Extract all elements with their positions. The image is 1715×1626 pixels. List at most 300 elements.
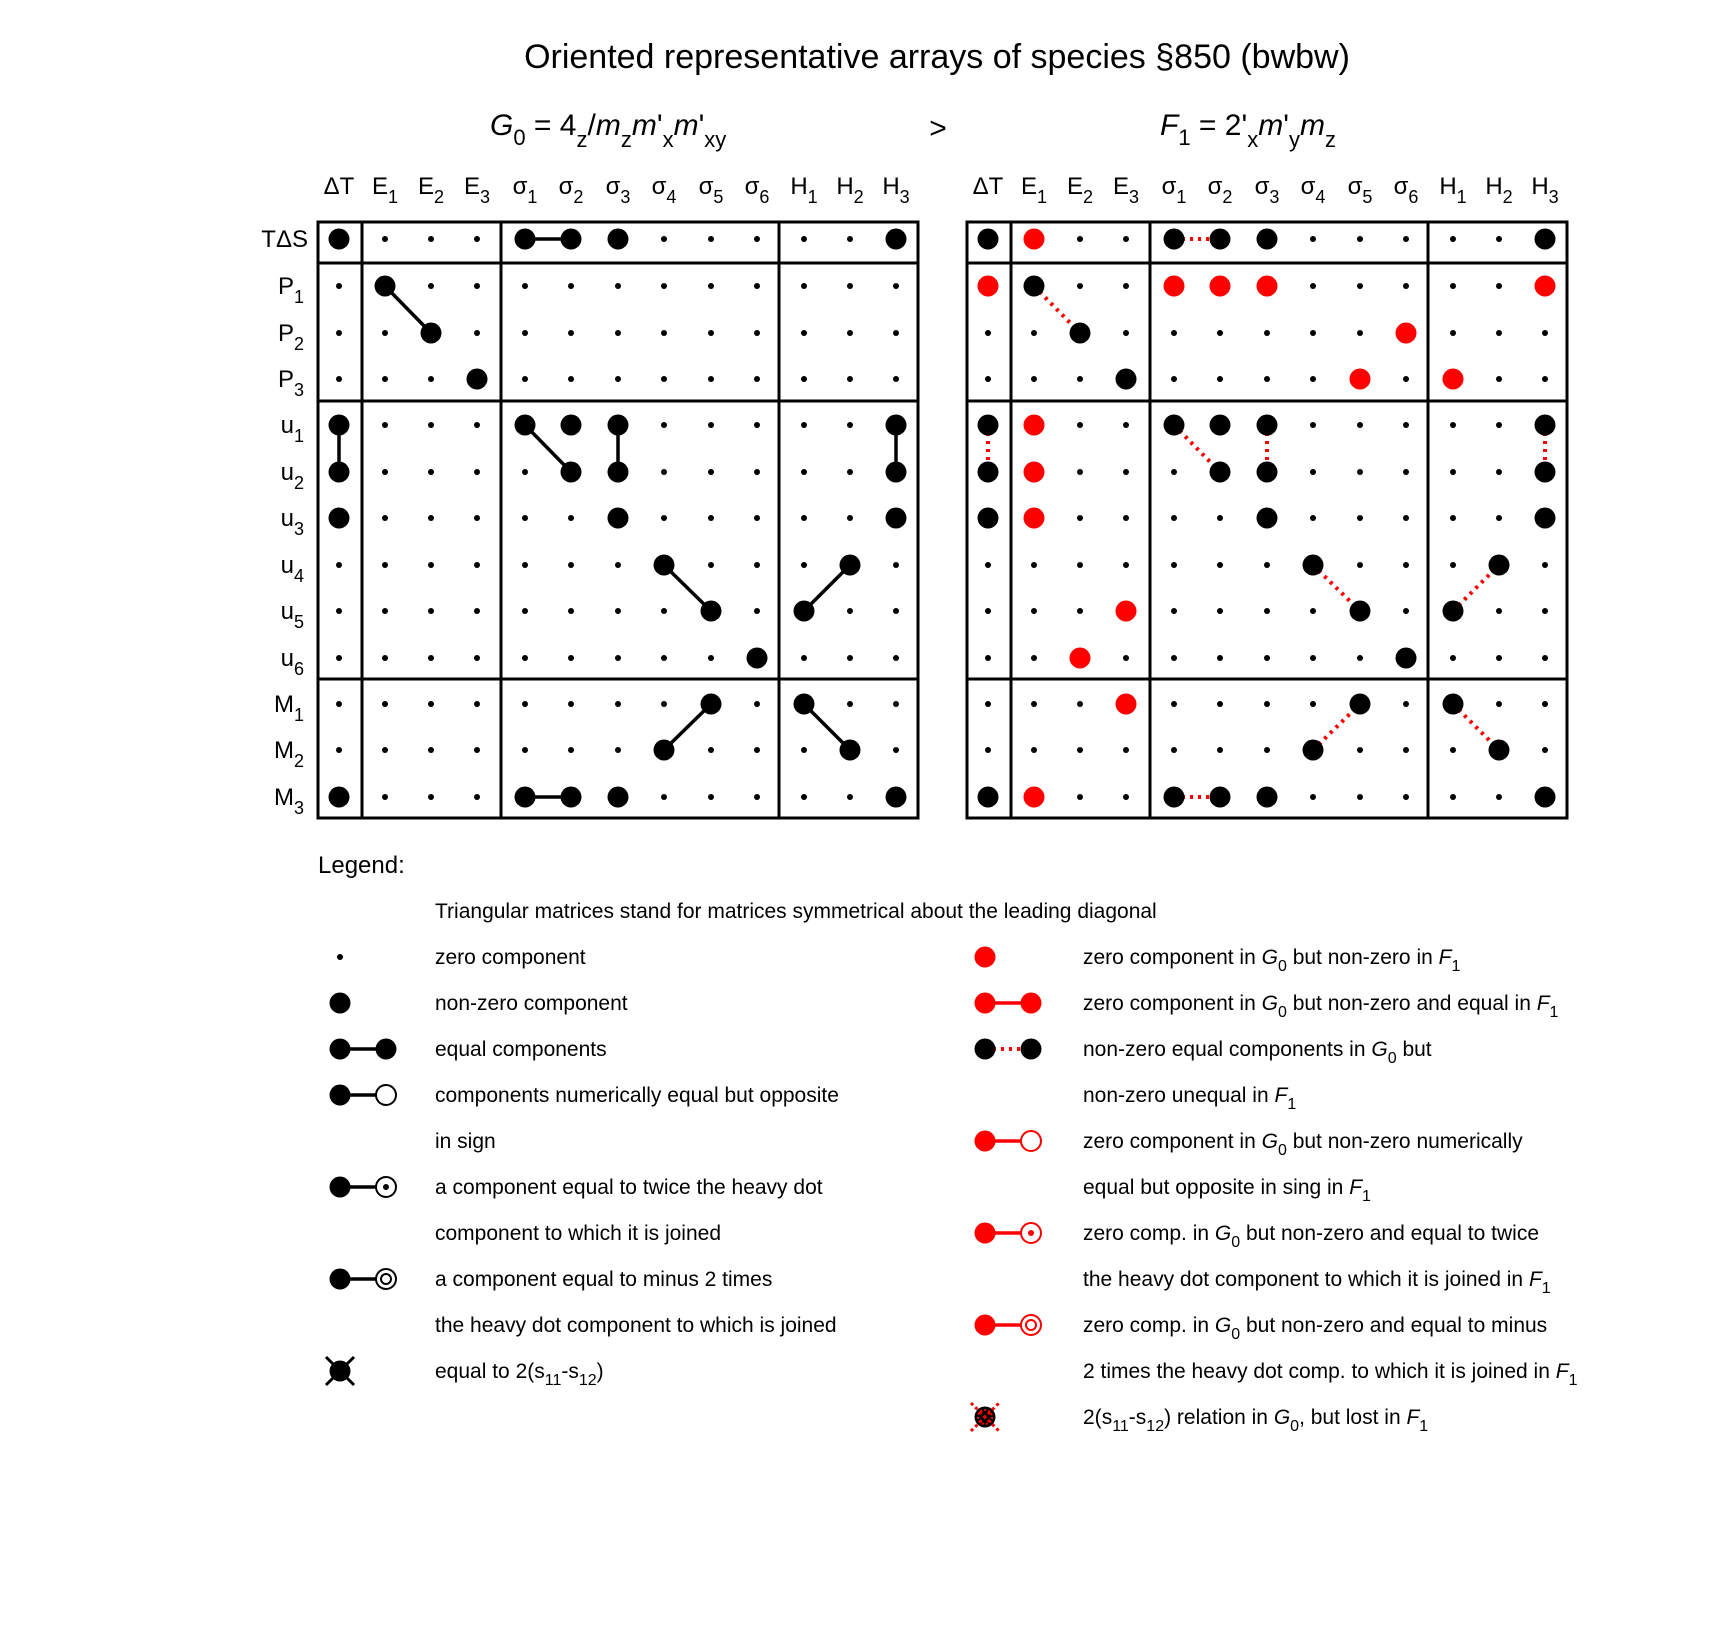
f1-nonzero-dot — [1489, 555, 1510, 576]
f1-red-dot — [1116, 694, 1137, 715]
f1-zero-dot — [1217, 376, 1223, 382]
g0-zero-dot — [428, 515, 434, 521]
g0-nonzero-dot — [794, 601, 815, 622]
g0-col-header-12: $H_3$ — [882, 173, 910, 207]
g0-zero-dot — [661, 701, 667, 707]
g0-zero-dot — [847, 469, 853, 475]
f1-nonzero-dot — [1024, 276, 1045, 297]
left-legend-text-6-0: equal to $2(s_{11}-s_{12})$ — [435, 1360, 604, 1389]
g0-zero-dot — [754, 330, 760, 336]
g0-zero-dot — [754, 747, 760, 753]
g0-zero-dot — [336, 747, 342, 753]
g0-zero-dot — [382, 655, 388, 661]
g0-zero-dot — [754, 283, 760, 289]
g0-zero-dot — [708, 422, 714, 428]
f1-formula-text: $F_1 = 2'_xm'_ym_z$ — [1160, 109, 1336, 152]
g0-zero-dot — [336, 283, 342, 289]
f1-zero-dot — [1496, 701, 1502, 707]
f1-zero-dot — [1450, 422, 1456, 428]
f1-zero-dot — [1031, 747, 1037, 753]
g0-matrix — [261, 173, 918, 818]
f1-zero-dot — [1450, 469, 1456, 475]
g0-zero-dot — [754, 236, 760, 242]
f1-col-header-10: $H_1$ — [1439, 173, 1467, 207]
equal-link-symbol — [330, 1039, 397, 1060]
g0-zero-dot — [847, 701, 853, 707]
left-legend-text-2-0: equal components — [435, 1038, 607, 1061]
g0-zero-dot — [474, 655, 480, 661]
row-label-2: $P_2$ — [277, 320, 304, 354]
red-crossed-dot-symbol — [971, 1403, 999, 1431]
g0-nonzero-dot — [886, 229, 907, 250]
f1-zero-dot — [985, 608, 991, 614]
g0-zero-dot — [568, 608, 574, 614]
f1-red-dot — [1535, 276, 1556, 297]
f1-zero-dot — [1496, 422, 1502, 428]
g0-zero-dot — [474, 283, 480, 289]
g0-nonzero-dot — [515, 787, 536, 808]
g0-zero-dot — [336, 701, 342, 707]
row-label-7: $u_4$ — [280, 552, 304, 586]
g0-zero-dot — [615, 330, 621, 336]
f1-zero-dot — [1031, 562, 1037, 568]
row-label-4: $u_1$ — [280, 412, 304, 446]
f1-nonzero-dot — [1396, 648, 1417, 669]
g0-nonzero-dot — [701, 694, 722, 715]
g0-zero-dot — [568, 330, 574, 336]
f1-zero-dot — [1031, 701, 1037, 707]
f1-zero-dot — [1264, 655, 1270, 661]
f1-zero-dot — [1310, 515, 1316, 521]
f1-zero-dot — [1264, 747, 1270, 753]
g0-zero-dot — [615, 655, 621, 661]
f1-nonzero-dot — [978, 787, 999, 808]
right-legend-text-2-0: non-zero equal components in $G_0$ but — [1083, 1038, 1432, 1067]
g0-zero-dot — [522, 283, 528, 289]
f1-zero-dot — [1077, 515, 1083, 521]
g0-nonzero-dot — [375, 276, 396, 297]
row-label-5: $u_2$ — [280, 459, 304, 493]
g0-zero-dot — [474, 469, 480, 475]
right-legend-text-2-1: non-zero unequal in $F_1$ — [1083, 1084, 1297, 1113]
g0-nonzero-dot — [329, 229, 350, 250]
f1-red-dot — [1070, 648, 1091, 669]
g0-zero-dot — [801, 794, 807, 800]
f1-red-dot — [1396, 323, 1417, 344]
opposite-link-symbol — [330, 1085, 397, 1106]
f1-zero-dot — [1403, 422, 1409, 428]
f1-zero-dot — [1357, 562, 1363, 568]
g0-nonzero-dot — [329, 787, 350, 808]
g0-zero-dot — [336, 330, 342, 336]
f1-zero-dot — [1403, 236, 1409, 242]
g0-zero-dot — [522, 562, 528, 568]
g0-col-header-2: $E_2$ — [417, 173, 445, 207]
g0-zero-dot — [801, 655, 807, 661]
f1-col-header-1: $E_1$ — [1020, 173, 1048, 207]
f1-zero-dot — [1310, 608, 1316, 614]
row-label-12: $M_3$ — [273, 784, 304, 818]
g0-zero-dot — [428, 747, 434, 753]
f1-nonzero-dot — [1303, 555, 1324, 576]
f1-zero-dot — [1357, 330, 1363, 336]
g0-zero-dot — [801, 562, 807, 568]
g0-col-header-1: $E_1$ — [371, 173, 399, 207]
g0-zero-dot — [661, 608, 667, 614]
heavy-dot-symbol — [330, 993, 351, 1014]
g0-zero-dot — [522, 655, 528, 661]
g0-zero-dot — [474, 794, 480, 800]
f1-zero-dot — [1264, 562, 1270, 568]
f1-zero-dot — [1077, 794, 1083, 800]
g0-zero-dot — [847, 283, 853, 289]
f1-zero-dot — [1542, 330, 1548, 336]
f1-zero-dot — [1310, 283, 1316, 289]
g0-zero-dot — [801, 515, 807, 521]
f1-zero-dot — [1310, 376, 1316, 382]
f1-red-dot — [1443, 369, 1464, 390]
f1-zero-dot — [985, 655, 991, 661]
f1-nonzero-dot — [1443, 694, 1464, 715]
g0-zero-dot — [428, 283, 434, 289]
f1-zero-dot — [1123, 330, 1129, 336]
f1-zero-dot — [1123, 422, 1129, 428]
f1-zero-dot — [1171, 330, 1177, 336]
f1-zero-dot — [1496, 283, 1502, 289]
g0-zero-dot — [428, 655, 434, 661]
f1-zero-dot — [1310, 236, 1316, 242]
g0-zero-dot — [708, 330, 714, 336]
left-legend-text-4-1: component to which it is joined — [435, 1222, 721, 1245]
f1-zero-dot — [1217, 562, 1223, 568]
f1-zero-dot — [1123, 236, 1129, 242]
g0-zero-dot — [847, 515, 853, 521]
f1-zero-dot — [1077, 701, 1083, 707]
f1-zero-dot — [985, 376, 991, 382]
g0-formula-text: $G_0 = 4_z/m_zm'_xm'_{xy}$ — [490, 109, 727, 152]
f1-zero-dot — [1357, 747, 1363, 753]
f1-nonzero-dot — [978, 508, 999, 529]
f1-zero-dot — [1403, 562, 1409, 568]
f1-zero-dot — [1450, 655, 1456, 661]
f1-col-header-3: $E_3$ — [1112, 173, 1140, 207]
f1-col-header-12: $H_3$ — [1531, 173, 1559, 207]
g0-col-header-0: ΔT — [323, 173, 355, 200]
g0-zero-dot — [754, 422, 760, 428]
g0-zero-dot — [754, 562, 760, 568]
g0-zero-dot — [708, 376, 714, 382]
g0-zero-dot — [522, 747, 528, 753]
g0-zero-dot — [661, 236, 667, 242]
g0-nonzero-dot — [561, 462, 582, 483]
g0-group-formula — [490, 109, 726, 152]
g0-zero-dot — [382, 422, 388, 428]
g0-zero-dot — [428, 376, 434, 382]
g0-nonzero-dot — [561, 229, 582, 250]
f1-nonzero-dot — [1535, 229, 1556, 250]
right-legend-text-4-1: the heavy dot component to which it is joined in $F_1$ — [1083, 1268, 1551, 1297]
red-twice-link-symbol — [975, 1223, 1042, 1244]
g0-zero-dot — [847, 608, 853, 614]
g0-nonzero-dot — [794, 694, 815, 715]
g0-zero-dot — [382, 747, 388, 753]
row-label-3: $P_3$ — [277, 366, 304, 400]
f1-zero-dot — [1542, 376, 1548, 382]
f1-zero-dot — [1171, 515, 1177, 521]
g0-zero-dot — [615, 608, 621, 614]
g0-nonzero-dot — [747, 648, 768, 669]
row-label-8: $u_5$ — [280, 598, 304, 632]
f1-red-dot — [1024, 462, 1045, 483]
right-legend-text-5-1: 2 times the heavy dot comp. to which it is joined in $F_1$ — [1083, 1360, 1578, 1389]
f1-zero-dot — [1310, 794, 1316, 800]
g0-zero-dot — [428, 422, 434, 428]
f1-zero-dot — [1077, 469, 1083, 475]
g0-nonzero-dot — [608, 508, 629, 529]
g0-nonzero-dot — [886, 508, 907, 529]
g0-zero-dot — [893, 330, 899, 336]
g0-zero-dot — [847, 655, 853, 661]
g0-zero-dot — [522, 701, 528, 707]
g0-zero-dot — [428, 701, 434, 707]
g0-nonzero-dot — [840, 740, 861, 761]
f1-col-header-9: $\sigma_6$ — [1393, 173, 1419, 207]
f1-nonzero-dot — [1535, 508, 1556, 529]
f1-nonzero-dot — [1070, 323, 1091, 344]
g0-zero-dot — [708, 794, 714, 800]
g0-zero-dot — [336, 562, 342, 568]
g0-zero-dot — [474, 701, 480, 707]
f1-zero-dot — [1123, 747, 1129, 753]
g0-zero-dot — [801, 283, 807, 289]
g0-zero-dot — [615, 562, 621, 568]
f1-nonzero-dot — [1535, 415, 1556, 436]
f1-zero-dot — [1264, 701, 1270, 707]
f1-zero-dot — [1542, 655, 1548, 661]
f1-nonzero-dot — [1257, 229, 1278, 250]
g0-zero-dot — [382, 469, 388, 475]
g0-zero-dot — [568, 376, 574, 382]
g0-zero-dot — [893, 562, 899, 568]
row-label-6: $u_3$ — [280, 505, 304, 539]
g0-zero-dot — [708, 469, 714, 475]
g0-zero-dot — [893, 608, 899, 614]
f1-zero-dot — [1403, 747, 1409, 753]
f1-nonzero-dot — [1443, 601, 1464, 622]
f1-zero-dot — [1357, 283, 1363, 289]
f1-red-dot — [1350, 369, 1371, 390]
g0-nonzero-dot — [467, 369, 488, 390]
f1-zero-dot — [1450, 562, 1456, 568]
g0-zero-dot — [661, 655, 667, 661]
f1-zero-dot — [1357, 794, 1363, 800]
g0-nonzero-dot — [421, 323, 442, 344]
f1-nonzero-dot — [1210, 787, 1231, 808]
f1-zero-dot — [1171, 655, 1177, 661]
f1-zero-dot — [1542, 562, 1548, 568]
g0-zero-dot — [428, 562, 434, 568]
g0-col-header-7: $\sigma_4$ — [651, 173, 677, 207]
g0-zero-dot — [801, 236, 807, 242]
f1-zero-dot — [1403, 701, 1409, 707]
left-legend-text-1-0: non-zero component — [435, 992, 628, 1015]
g0-zero-dot — [382, 236, 388, 242]
f1-zero-dot — [1031, 376, 1037, 382]
f1-zero-dot — [1171, 562, 1177, 568]
f1-red-dot — [1164, 276, 1185, 297]
g0-zero-dot — [568, 701, 574, 707]
f1-nonzero-dot — [1164, 229, 1185, 250]
f1-zero-dot — [1450, 794, 1456, 800]
f1-zero-dot — [1123, 469, 1129, 475]
f1-zero-dot — [1171, 376, 1177, 382]
f1-zero-dot — [1171, 747, 1177, 753]
f1-zero-dot — [1496, 236, 1502, 242]
f1-col-header-2: $E_2$ — [1066, 173, 1094, 207]
f1-zero-dot — [1310, 655, 1316, 661]
legend-note: Triangular matrices stand for matrices symmetrical about the leading diagonal — [435, 900, 1157, 923]
f1-matrix — [967, 173, 1567, 818]
g0-zero-dot — [615, 701, 621, 707]
f1-zero-dot — [1031, 608, 1037, 614]
crossed-dot-symbol — [326, 1357, 354, 1385]
f1-red-dot — [1024, 229, 1045, 250]
f1-nonzero-dot — [1210, 462, 1231, 483]
g0-col-header-9: $\sigma_6$ — [744, 173, 770, 207]
left-legend-text-3-1: in sign — [435, 1130, 496, 1153]
f1-nonzero-dot — [1257, 462, 1278, 483]
f1-nonzero-dot — [978, 415, 999, 436]
f1-zero-dot — [1357, 422, 1363, 428]
g0-zero-dot — [428, 608, 434, 614]
f1-zero-dot — [1450, 330, 1456, 336]
g0-zero-dot — [382, 794, 388, 800]
g0-col-header-3: $E_3$ — [463, 173, 491, 207]
f1-nonzero-dot — [1257, 508, 1278, 529]
f1-zero-dot — [1403, 376, 1409, 382]
row-label-10: $M_1$ — [273, 691, 304, 725]
row-label-9: $u_6$ — [280, 645, 304, 679]
f1-zero-dot — [1310, 422, 1316, 428]
f1-zero-dot — [1123, 655, 1129, 661]
g0-zero-dot — [568, 515, 574, 521]
g0-col-header-5: $\sigma_2$ — [558, 173, 584, 207]
f1-red-dot — [1024, 508, 1045, 529]
f1-zero-dot — [1077, 562, 1083, 568]
f1-zero-dot — [985, 747, 991, 753]
g0-zero-dot — [801, 376, 807, 382]
g0-zero-dot — [754, 515, 760, 521]
g0-zero-dot — [522, 469, 528, 475]
g0-zero-dot — [568, 655, 574, 661]
g0-zero-dot — [474, 747, 480, 753]
f1-zero-dot — [985, 701, 991, 707]
f1-zero-dot — [1403, 608, 1409, 614]
g0-zero-dot — [754, 701, 760, 707]
row-label-0: TΔS — [261, 226, 308, 253]
f1-nonzero-dot — [1535, 787, 1556, 808]
f1-red-dot — [1024, 415, 1045, 436]
g0-zero-dot — [708, 747, 714, 753]
f1-col-header-5: $\sigma_2$ — [1207, 173, 1233, 207]
g0-nonzero-dot — [654, 555, 675, 576]
f1-col-header-8: $\sigma_5$ — [1347, 173, 1373, 207]
g0-zero-dot — [754, 469, 760, 475]
f1-zero-dot — [1496, 330, 1502, 336]
row-label-1: $P_1$ — [277, 273, 304, 307]
g0-nonzero-dot — [608, 229, 629, 250]
g0-zero-dot — [615, 376, 621, 382]
f1-zero-dot — [1264, 608, 1270, 614]
g0-zero-dot — [801, 747, 807, 753]
g0-zero-dot — [661, 376, 667, 382]
g0-zero-dot — [382, 701, 388, 707]
g0-zero-dot — [708, 655, 714, 661]
g0-zero-dot — [428, 236, 434, 242]
g0-zero-dot — [893, 283, 899, 289]
g0-zero-dot — [708, 562, 714, 568]
f1-nonzero-dot — [1350, 601, 1371, 622]
f1-red-dot — [978, 276, 999, 297]
g0-zero-dot — [568, 562, 574, 568]
relation-symbol: > — [929, 112, 947, 145]
g0-zero-dot — [847, 330, 853, 336]
row-label-11: $M_2$ — [273, 737, 304, 771]
f1-zero-dot — [1403, 515, 1409, 521]
f1-col-header-6: $\sigma_3$ — [1254, 173, 1280, 207]
g0-zero-dot — [474, 562, 480, 568]
f1-zero-dot — [1217, 330, 1223, 336]
g0-zero-dot — [754, 794, 760, 800]
g0-zero-dot — [893, 747, 899, 753]
g0-zero-dot — [893, 376, 899, 382]
f1-zero-dot — [1171, 701, 1177, 707]
f1-zero-dot — [1310, 469, 1316, 475]
f1-nonzero-dot — [1210, 415, 1231, 436]
right-legend-text-1-0: zero component in $G_0$ but non-zero and equal in $F_1$ — [1083, 992, 1559, 1021]
g0-nonzero-dot — [329, 415, 350, 436]
g0-zero-dot — [474, 422, 480, 428]
f1-zero-dot — [1123, 794, 1129, 800]
minus-two-link-symbol — [330, 1269, 397, 1290]
f1-zero-dot — [1077, 422, 1083, 428]
f1-zero-dot — [985, 330, 991, 336]
f1-nonzero-dot — [1350, 694, 1371, 715]
f1-nonzero-dot — [1489, 740, 1510, 761]
g0-zero-dot — [754, 376, 760, 382]
f1-zero-dot — [1450, 747, 1456, 753]
f1-nonzero-dot — [1303, 740, 1324, 761]
diagram-title: Oriented representative arrays of species §850 (bwbw) — [524, 38, 1350, 76]
f1-nonzero-dot — [1257, 787, 1278, 808]
f1-col-header-0: ΔT — [972, 173, 1004, 200]
g0-zero-dot — [474, 236, 480, 242]
f1-zero-dot — [1403, 469, 1409, 475]
g0-zero-dot — [474, 608, 480, 614]
f1-zero-dot — [1542, 747, 1548, 753]
f1-red-dot — [1024, 787, 1045, 808]
left-legend-text-5-0: a component equal to minus 2 times — [435, 1268, 773, 1291]
g0-zero-dot — [754, 608, 760, 614]
g0-zero-dot — [522, 608, 528, 614]
f1-red-dot — [1210, 276, 1231, 297]
red-heavy-dot-symbol — [975, 947, 996, 968]
f1-zero-dot — [1217, 747, 1223, 753]
f1-col-header-11: $H_2$ — [1485, 173, 1513, 207]
f1-red-dot — [1257, 276, 1278, 297]
f1-zero-dot — [1077, 608, 1083, 614]
f1-nonzero-dot — [978, 229, 999, 250]
